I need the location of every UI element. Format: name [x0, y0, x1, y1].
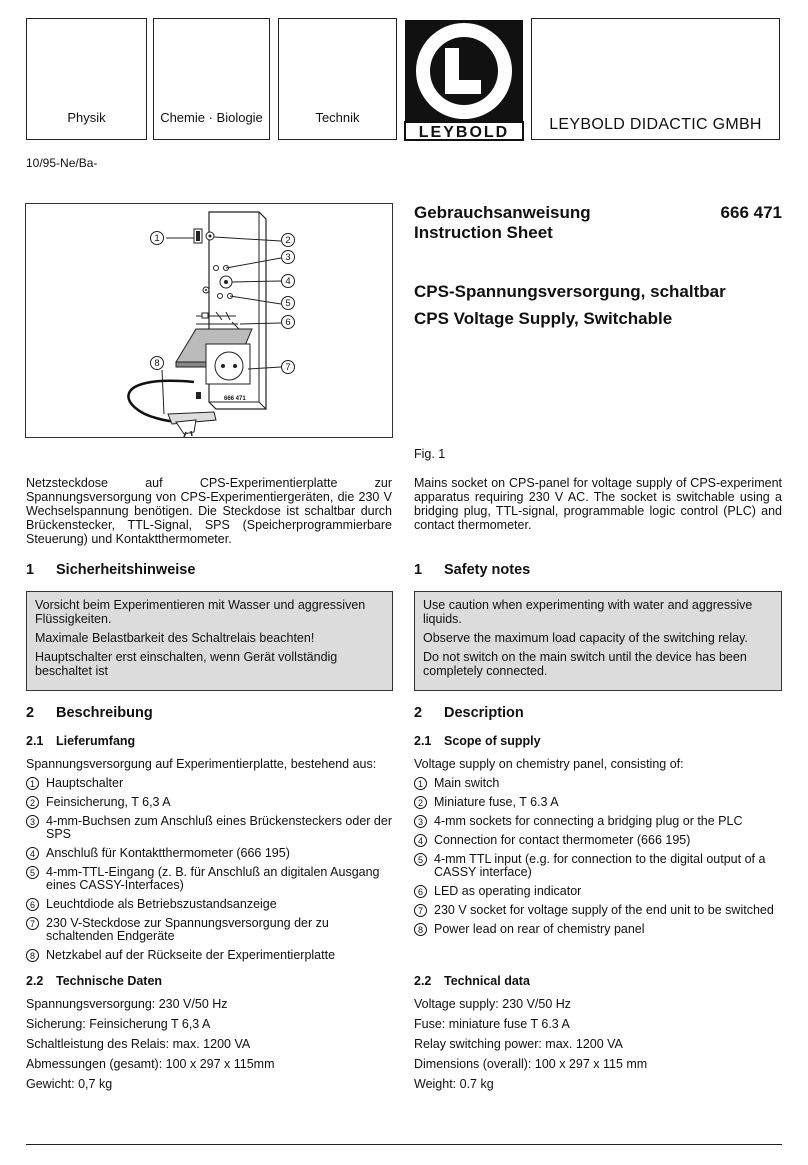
list-item: 2 Feinsicherung, T 6,3 A	[26, 796, 392, 809]
scope-list-en	[414, 777, 782, 942]
list-item: 8 Power lead on rear of chemistry panel	[414, 923, 782, 936]
list-item: 1 Hauptschalter	[26, 777, 392, 790]
product-title-en: CPS Voltage Supply, Switchable	[414, 309, 673, 328]
subsection-heading-scope-de: 2.1 Lieferumfang	[26, 734, 136, 748]
list-item: 2 Miniature fuse, T 6.3 A	[414, 796, 782, 809]
tech-line: Spannungsversorgung: 230 V/50 Hz	[26, 997, 228, 1011]
safety-box-de	[26, 591, 393, 691]
footer-rule	[26, 1144, 782, 1145]
list-item: 7 230 V socket for voltage supply of the end unit to be switched	[414, 904, 782, 917]
list-item: 3 4-mm sockets for connecting a bridging plug or the PLC	[414, 815, 782, 828]
list-item: 5 4-mm-TTL-Eingang (z. B. für Anschluß an digitalen Ausgang eines CASSY-Interfaces)	[26, 866, 392, 892]
list-item: 3 4-mm-Buchsen zum Anschluß eines Brückensteckers oder der SPS	[26, 815, 392, 841]
intro-de: Netzsteckdose auf CPS-Experimentierplatte zur Spannungsversorgung von CPS-Experimentiergeräten, die 230 V Wechselspannung benötigen. Die Steckdose ist schaltbar durch Brückenstecker, TTL-Signal, SPS (Speicherprogrammierbare Steuerung) und Kontaktthermometer.	[26, 476, 392, 546]
callout-5: 5	[281, 296, 295, 310]
subsection-heading-scope-en: 2.1 Scope of supply	[414, 734, 541, 748]
header-box-physik	[26, 18, 147, 140]
callout-2: 2	[281, 233, 295, 247]
header-box-label: Physik	[67, 110, 106, 125]
tech-line: Relay switching power: max. 1200 VA	[414, 1037, 623, 1051]
callout-1: 1	[150, 231, 164, 245]
tech-data-de	[26, 994, 392, 1094]
section-heading-description-de: 2 Beschreibung	[26, 705, 153, 721]
tech-line: Schaltleistung des Relais: max. 1200 VA	[26, 1037, 251, 1051]
product-title-de: CPS-Spannungsversorgung, schaltbar	[414, 282, 726, 301]
logo-text: LEYBOLD	[418, 124, 510, 141]
safety-note: Do not switch on the main switch until the device has been completely connected.	[423, 650, 747, 678]
list-item: 6 LED as operating indicator	[414, 885, 782, 898]
list-item: 4 Anschluß für Kontaktthermometer (666 195)	[26, 847, 392, 860]
list-item: 6 Leuchtdiode als Betriebszustandsanzeige	[26, 898, 392, 911]
figure-caption: Fig. 1	[414, 447, 446, 461]
intro-en: Mains socket on CPS-panel for voltage supply of CPS-experiment apparatus requiring 230 V AC. The socket is switchable using a bridging plug, TTL-signal, programmable logic control (PLC) and contact thermometer.	[414, 476, 782, 532]
doc-reference: 10/95-Ne/Ba-	[26, 156, 98, 170]
header-box-label: Chemie · Biologie	[160, 110, 263, 125]
list-item: 4 Connection for contact thermometer (666 195)	[414, 834, 782, 847]
safety-note: Use caution when experimenting with water and aggressive liquids.	[423, 598, 753, 626]
list-item: 8 Netzkabel auf der Rückseite der Experimentierplatte	[26, 949, 392, 962]
title-de: Gebrauchsanweisung	[414, 203, 591, 222]
callout-8: 8	[150, 356, 164, 370]
device-illustration	[26, 204, 392, 437]
section-heading-description-en: 2 Description	[414, 705, 524, 721]
tech-line: Dimensions (overall): 100 x 297 x 115 mm	[414, 1057, 648, 1071]
tech-line: Abmessungen (gesamt): 100 x 297 x 115mm	[26, 1057, 275, 1071]
company-name: LEYBOLD DIDACTIC GMBH	[549, 116, 762, 133]
safety-box-en	[414, 591, 782, 691]
scope-intro-en: Voltage supply on chemistry panel, consisting of:	[414, 757, 684, 771]
figure-frame	[25, 203, 393, 438]
scope-list-de	[26, 777, 392, 968]
callout-3: 3	[281, 250, 295, 264]
section-heading-safety-en: 1 Safety notes	[414, 562, 531, 578]
device-label: 666 471	[224, 396, 246, 402]
section-heading-safety-de: 1 Sicherheitshinweise	[26, 562, 196, 578]
company-box	[531, 18, 780, 140]
tech-line: Sicherung: Feinsicherung T 6,3 A	[26, 1017, 211, 1031]
tech-data-en	[414, 994, 782, 1094]
tech-line: Fuse: miniature fuse T 6.3 A	[414, 1017, 570, 1031]
safety-note: Hauptschalter erst einschalten, wenn Gerät vollständig beschaltet ist	[35, 650, 338, 678]
list-item: 5 4-mm TTL input (e.g. for connection to the digital output of a CASSY interface)	[414, 853, 782, 879]
catalog-number: 666 471	[720, 203, 782, 222]
list-item: 7 230 V-Steckdose zur Spannungsversorgung der zu schaltenden Endgeräte	[26, 917, 392, 943]
header-box-technik	[278, 18, 397, 140]
title-en: Instruction Sheet	[414, 223, 553, 242]
callout-7: 7	[281, 360, 295, 374]
scope-intro-de: Spannungsversorgung auf Experimentierplatte, bestehend aus:	[26, 757, 377, 771]
subsection-heading-tech-en: 2.2 Technical data	[414, 974, 530, 988]
callout-4: 4	[281, 274, 295, 288]
header-box-label: Technik	[315, 110, 360, 125]
leybold-logo	[403, 18, 525, 142]
tech-line: Weight: 0.7 kg	[414, 1077, 494, 1091]
subsection-heading-tech-de: 2.2 Technische Daten	[26, 974, 163, 988]
tech-line: Gewicht: 0,7 kg	[26, 1077, 113, 1091]
safety-note: Vorsicht beim Experimentieren mit Wasser und aggressiven Flüssigkeiten.	[35, 598, 366, 626]
callout-6: 6	[281, 315, 295, 329]
header-box-chemie	[153, 18, 270, 140]
list-item: 1 Main switch	[414, 777, 782, 790]
safety-note: Maximale Belastbarkeit des Schaltrelais beachten!	[35, 631, 315, 645]
tech-line: Voltage supply: 230 V/50 Hz	[414, 997, 572, 1011]
safety-note: Observe the maximum load capacity of the switching relay.	[423, 631, 748, 645]
